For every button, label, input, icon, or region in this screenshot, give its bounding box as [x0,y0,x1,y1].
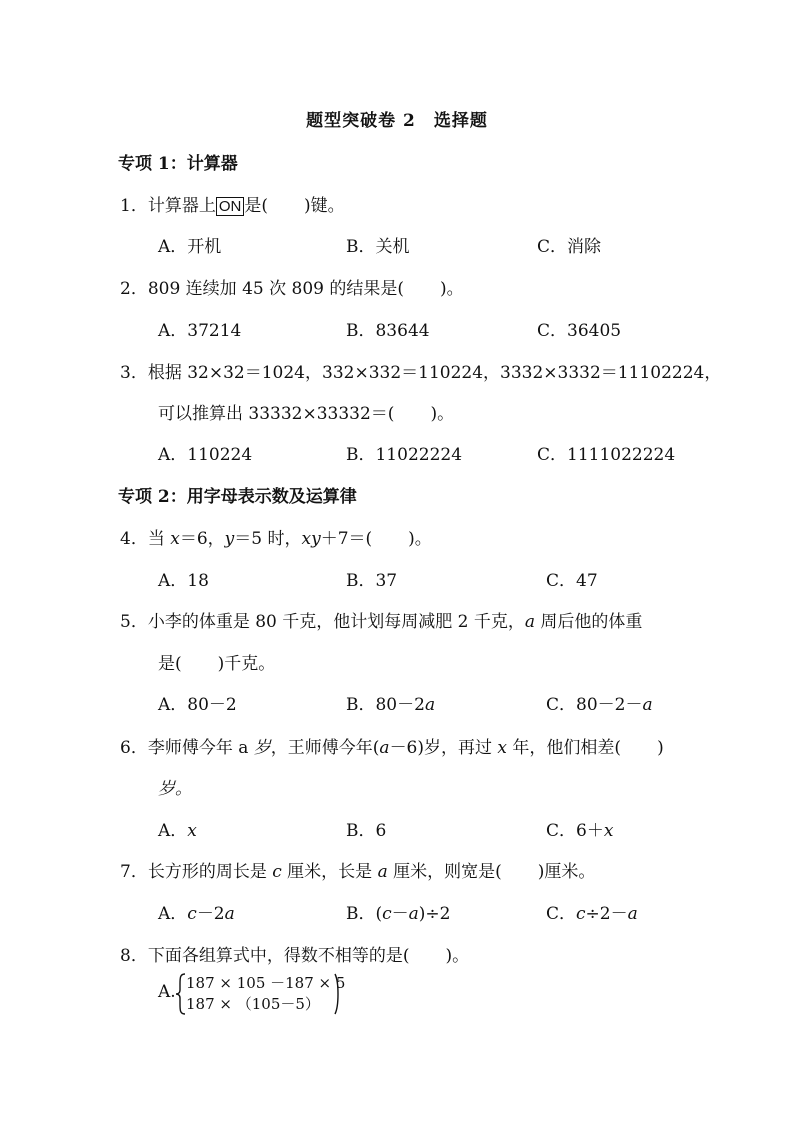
question-text: 可以推算出 33332×33332＝( [158,404,395,424]
question-text: 李师傅今年 a [147,738,254,758]
question-text: ) [657,738,664,758]
option-b[interactable]: B．11022224 [346,445,463,465]
question-number: 6． [120,738,148,758]
option-label: A. [158,982,176,1002]
question-text: )。 [430,404,455,424]
question-text: )。 [440,279,464,299]
right-bracket-icon [332,972,342,1016]
section-heading-2: 专项 2：用字母表示数及运算律 [118,487,357,507]
option-variable: x [187,821,197,841]
option-c[interactable]: C．1111022224 [537,445,676,465]
option-text: －2 [196,904,225,924]
option-a[interactable]: A．37214 [158,321,242,341]
variable-a: a [524,612,536,632]
option-text: B．6 [346,821,387,841]
question-7 [120,857,595,882]
option-variable: c [382,904,392,924]
question-number: 7． [120,862,148,882]
option-variable: a [224,904,235,924]
question-text: ，王师傅今年( [270,738,380,758]
question-2 [120,274,464,299]
question-6 [120,733,664,758]
variable-y: y [224,529,235,549]
option-text: － [391,904,409,924]
question-text: 厘米，长是 [281,862,378,882]
question-text: )。 [445,946,470,966]
option-b[interactable] [346,899,451,924]
question-text: 岁 [253,738,271,758]
question-5 [120,607,642,632]
variable-c: c [272,862,282,882]
question-3 [120,358,721,383]
question-text: 下面各组算式中，得数不相等的是( [147,946,410,966]
question-text: )千克。 [217,654,276,674]
question-text: 809 连续加 45 次 809 的结果是( [147,279,405,299]
option-b[interactable] [346,816,386,841]
option-c[interactable] [546,899,638,924]
question-8 [120,941,469,966]
option-b[interactable] [346,690,435,715]
question-text: )。 [408,529,432,549]
question-text: 当 [147,529,171,549]
question-text: 是( [158,654,182,674]
page-title: 题型突破卷 2 选择题 [306,111,488,131]
option-variable: c [576,904,586,924]
option-c[interactable]: C．47 [546,571,598,591]
expression-line-1: 187 × 105 －187 × 5 [186,974,346,992]
variable-a: a [377,862,388,882]
option-variable: x [603,821,614,841]
option-variable: a [424,695,436,715]
question-text: 根据 32×32＝1024，332×332＝110224，3332×3332＝11102224， [147,363,722,383]
option-text: )÷2 [418,904,451,924]
variable-xy: xy [301,529,321,549]
question-text: 年，他们相差( [507,738,622,758]
question-number: 1． [120,196,148,216]
option-b[interactable]: B．83644 [346,321,430,341]
variable-a: a [379,738,390,758]
question-number: 5． [120,612,148,632]
option-variable: a [408,904,419,924]
question-text: 计算器上 [147,196,216,216]
option-a[interactable]: A．110224 [158,445,253,465]
option-text: B．80－2 [346,695,425,715]
option-a[interactable] [158,690,237,715]
option-c[interactable]: C．消除 [537,237,602,257]
option-c[interactable]: C．36405 [537,321,622,341]
option-text: A．80－2 [158,695,237,715]
option-text: C．80－2－ [546,695,643,715]
option-text: A． [158,821,188,841]
question-text: )厘米。 [537,862,596,882]
question-number: 3． [120,363,148,383]
question-number: 2． [120,279,148,299]
option-a[interactable] [158,899,235,924]
option-b[interactable]: B．关机 [346,237,410,257]
question-text: 周后他的体重 [535,612,643,632]
option-text: A． [158,904,188,924]
option-a[interactable]: A．18 [158,571,209,591]
question-text: )键。 [303,196,345,216]
question-text: ＋7＝( [320,529,373,549]
section-heading-1: 专项 1：计算器 [118,154,238,174]
option-a[interactable] [158,816,197,841]
option-c[interactable] [546,816,613,841]
question-text: 小李的体重是 80 千克，他计划每周减肥 2 千克， [147,612,525,632]
expression-line-2: 187 × （105－5） [186,995,320,1013]
question-text: 是( [244,196,268,216]
question-text: 长方形的周长是 [147,862,273,882]
question-number: 4． [120,529,148,549]
variable-x: x [497,738,508,758]
question-5-continued [158,649,275,674]
on-key-box: ON [216,197,245,216]
option-variable: c [187,904,197,924]
question-4 [120,524,432,549]
option-variable: a [642,695,653,715]
question-1 [120,191,345,216]
variable-x: x [170,529,180,549]
option-a[interactable]: A．开机 [158,237,222,257]
option-text: C． [546,904,577,924]
question-text: 岁。 [158,779,192,799]
option-variable: a [627,904,638,924]
question-text: 厘米，则宽是( [387,862,502,882]
option-text: C．6＋ [546,821,604,841]
question-text: ＝6， [179,529,225,549]
option-c[interactable] [546,690,653,715]
question-3-continued [158,399,454,424]
option-b[interactable]: B．37 [346,571,398,591]
question-number: 8． [120,946,148,966]
question-text: －6)岁，再过 [389,738,498,758]
question-6-continued [158,774,192,799]
option-text: B．( [346,904,383,924]
question-text: ＝5 时， [234,529,302,549]
option-text: ÷2－ [585,904,628,924]
